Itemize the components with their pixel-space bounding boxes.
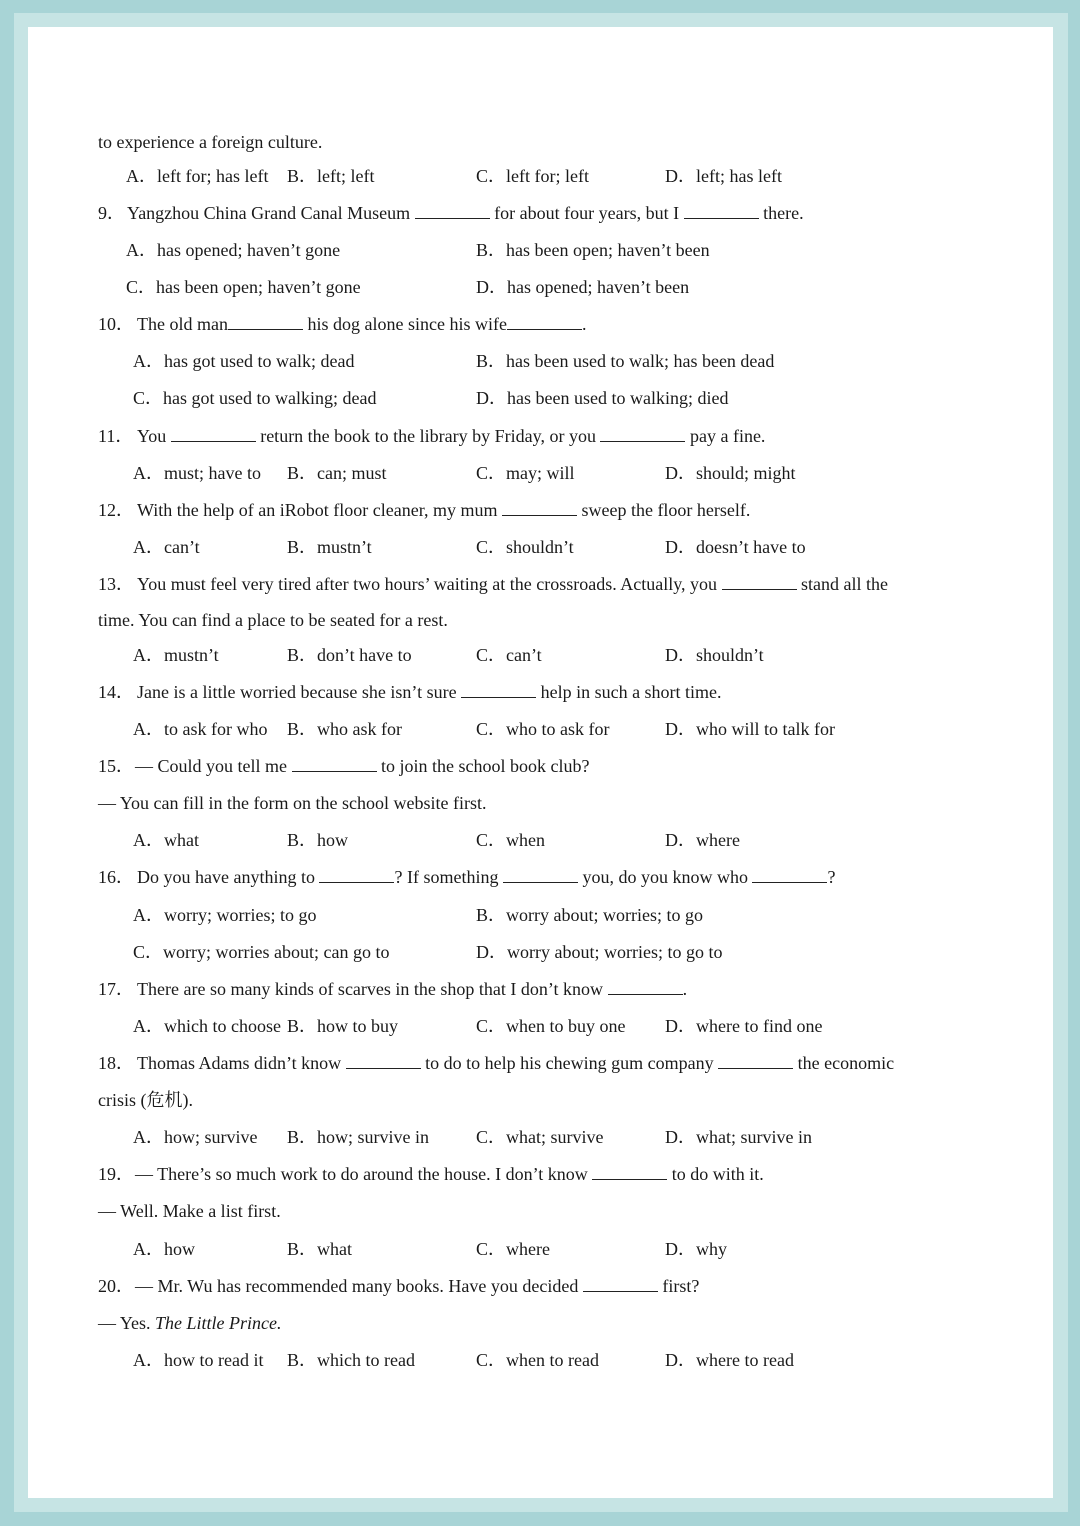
- option-d: D．worry about; worries; to go to: [476, 942, 723, 962]
- option-d: D．why: [665, 1239, 727, 1259]
- question-number: 15．: [98, 756, 134, 776]
- stem-text: You return the book to the library by Friday, or you pay a fine.: [137, 426, 766, 446]
- option-d: D．where to read: [665, 1350, 794, 1370]
- option-d: D．has been used to walking; died: [476, 388, 729, 408]
- answer-blank: [228, 312, 303, 330]
- stem-text: — There’s so much work to do around the house. I don’t know to do with it.: [135, 1164, 764, 1184]
- option-a: A．how to read it: [133, 1350, 264, 1370]
- question-number: 20．: [98, 1276, 134, 1296]
- question-number: 13．: [98, 574, 134, 594]
- option-b: B．who ask for: [287, 719, 402, 739]
- option-c: C．what; survive: [476, 1127, 604, 1147]
- option-b: B．has been used to walk; has been dead: [476, 351, 775, 371]
- answer-blank: [346, 1051, 421, 1069]
- option-a: A．how: [133, 1239, 195, 1259]
- option-b: B．worry about; worries; to go: [476, 905, 703, 925]
- answer-blank: [415, 201, 490, 219]
- option-b: B．has been open; haven’t been: [476, 240, 710, 260]
- answer-blank: [608, 977, 683, 995]
- option-d: D．where to find one: [665, 1016, 823, 1036]
- option-c: C．where: [476, 1239, 550, 1259]
- question-number: 14．: [98, 682, 134, 702]
- stem-text: Jane is a little worried because she isn’t sure help in such a short time.: [137, 682, 722, 702]
- question-number: 10．: [98, 314, 134, 334]
- question-number: 18．: [98, 1053, 134, 1073]
- option-d: D．who will to talk for: [665, 719, 835, 739]
- stem-text: — Mr. Wu has recommended many books. Have you decided first?: [135, 1276, 700, 1296]
- answer-blank: [722, 572, 797, 590]
- option-b: B．what: [287, 1239, 352, 1259]
- option-d: D．should; might: [665, 463, 796, 483]
- stem-text: — Could you tell me to join the school book club?: [135, 756, 590, 776]
- answer-blank: [583, 1274, 658, 1292]
- option-a: A．must; have to: [133, 463, 261, 483]
- option-c: C．when: [476, 830, 545, 850]
- option-a: A．can’t: [133, 537, 200, 557]
- answer-blank: [718, 1051, 793, 1069]
- option-c: C．has got used to walking; dead: [133, 388, 377, 408]
- answer-blank: [503, 865, 578, 883]
- answer-blank: [592, 1162, 667, 1180]
- option-b: B．mustn’t: [287, 537, 372, 557]
- option-d: D．what; survive in: [665, 1127, 812, 1147]
- stem-text: You must feel very tired after two hours’ waiting at the crossroads. Actually, you stand all the: [137, 574, 889, 594]
- question-8-stem-end: to experience a foreign culture.: [98, 132, 323, 152]
- option-d: D．shouldn’t: [665, 645, 764, 665]
- stem-text: — Well. Make a list first.: [98, 1201, 281, 1221]
- stem-text: time. You can find a place to be seated for a rest.: [98, 610, 448, 630]
- answer-blank: [319, 865, 394, 883]
- option-a: A．which to choose: [133, 1016, 281, 1036]
- answer-blank: [461, 680, 536, 698]
- option-a: A．worry; worries; to go: [133, 905, 317, 925]
- option-d: D．doesn’t have to: [665, 537, 806, 557]
- question-number: 17．: [98, 979, 134, 999]
- option-c: C．has been open; haven’t gone: [126, 277, 361, 297]
- option-c: C．may; will: [476, 463, 575, 483]
- answer-blank: [502, 498, 577, 516]
- question-number: 19．: [98, 1164, 134, 1184]
- option-b: B．don’t have to: [287, 645, 412, 665]
- answer-blank: [292, 754, 377, 772]
- option-c: C．when to buy one: [476, 1016, 626, 1036]
- answer-blank: [600, 424, 685, 442]
- question-number: 12．: [98, 500, 134, 520]
- stem-text: Thomas Adams didn’t know to do to help his chewing gum company the economic: [137, 1053, 895, 1073]
- option-a: A．has got used to walk; dead: [133, 351, 355, 371]
- option-b: B．how; survive in: [287, 1127, 429, 1147]
- option-c: C．who to ask for: [476, 719, 610, 739]
- option-c: C．when to read: [476, 1350, 599, 1370]
- stem-text: crisis (危机).: [98, 1090, 193, 1110]
- option-d: D．left; has left: [665, 166, 782, 186]
- option-c: C．worry; worries about; can go to: [133, 942, 390, 962]
- option-a: A．to ask for who: [133, 719, 268, 739]
- option-c: C．left for; left: [476, 166, 589, 186]
- option-d: D．has opened; haven’t been: [476, 277, 690, 297]
- stem-text: There are so many kinds of scarves in the shop that I don’t know .: [137, 979, 688, 999]
- question-number: 16．: [98, 867, 134, 887]
- option-a: A．left for; has left: [126, 166, 269, 186]
- answer-blank: [171, 424, 256, 442]
- option-b: B．which to read: [287, 1350, 415, 1370]
- option-b: B．how: [287, 830, 349, 850]
- answer-blank: [684, 201, 759, 219]
- option-d: D．where: [665, 830, 740, 850]
- question-number: 9．: [98, 203, 125, 223]
- stem-text: Do you have anything to ? If something you, do you know who ?: [137, 867, 836, 887]
- book-title: The Little Prince.: [155, 1313, 282, 1333]
- option-c: C．shouldn’t: [476, 537, 574, 557]
- answer-blank: [752, 865, 827, 883]
- option-a: A．mustn’t: [133, 645, 219, 665]
- stem-text: Yangzhou China Grand Canal Museum for about four years, but I there.: [127, 203, 804, 223]
- option-a: A．has opened; haven’t gone: [126, 240, 341, 260]
- stem-text: With the help of an iRobot floor cleaner, my mum sweep the floor herself.: [137, 500, 751, 520]
- answer-blank: [507, 312, 582, 330]
- stem-text: The old man his dog alone since his wife .: [137, 314, 587, 334]
- option-a: A．what: [133, 830, 199, 850]
- stem-text: — You can fill in the form on the school website first.: [98, 793, 487, 813]
- exam-page: [28, 27, 1053, 1498]
- option-b: B．left; left: [287, 166, 375, 186]
- option-b: B．can; must: [287, 463, 387, 483]
- question-number: 11．: [98, 426, 134, 446]
- option-b: B．how to buy: [287, 1016, 399, 1036]
- stem-text: — Yes. The Little Prince.: [98, 1313, 282, 1333]
- option-c: C．can’t: [476, 645, 542, 665]
- option-a: A．how; survive: [133, 1127, 258, 1147]
